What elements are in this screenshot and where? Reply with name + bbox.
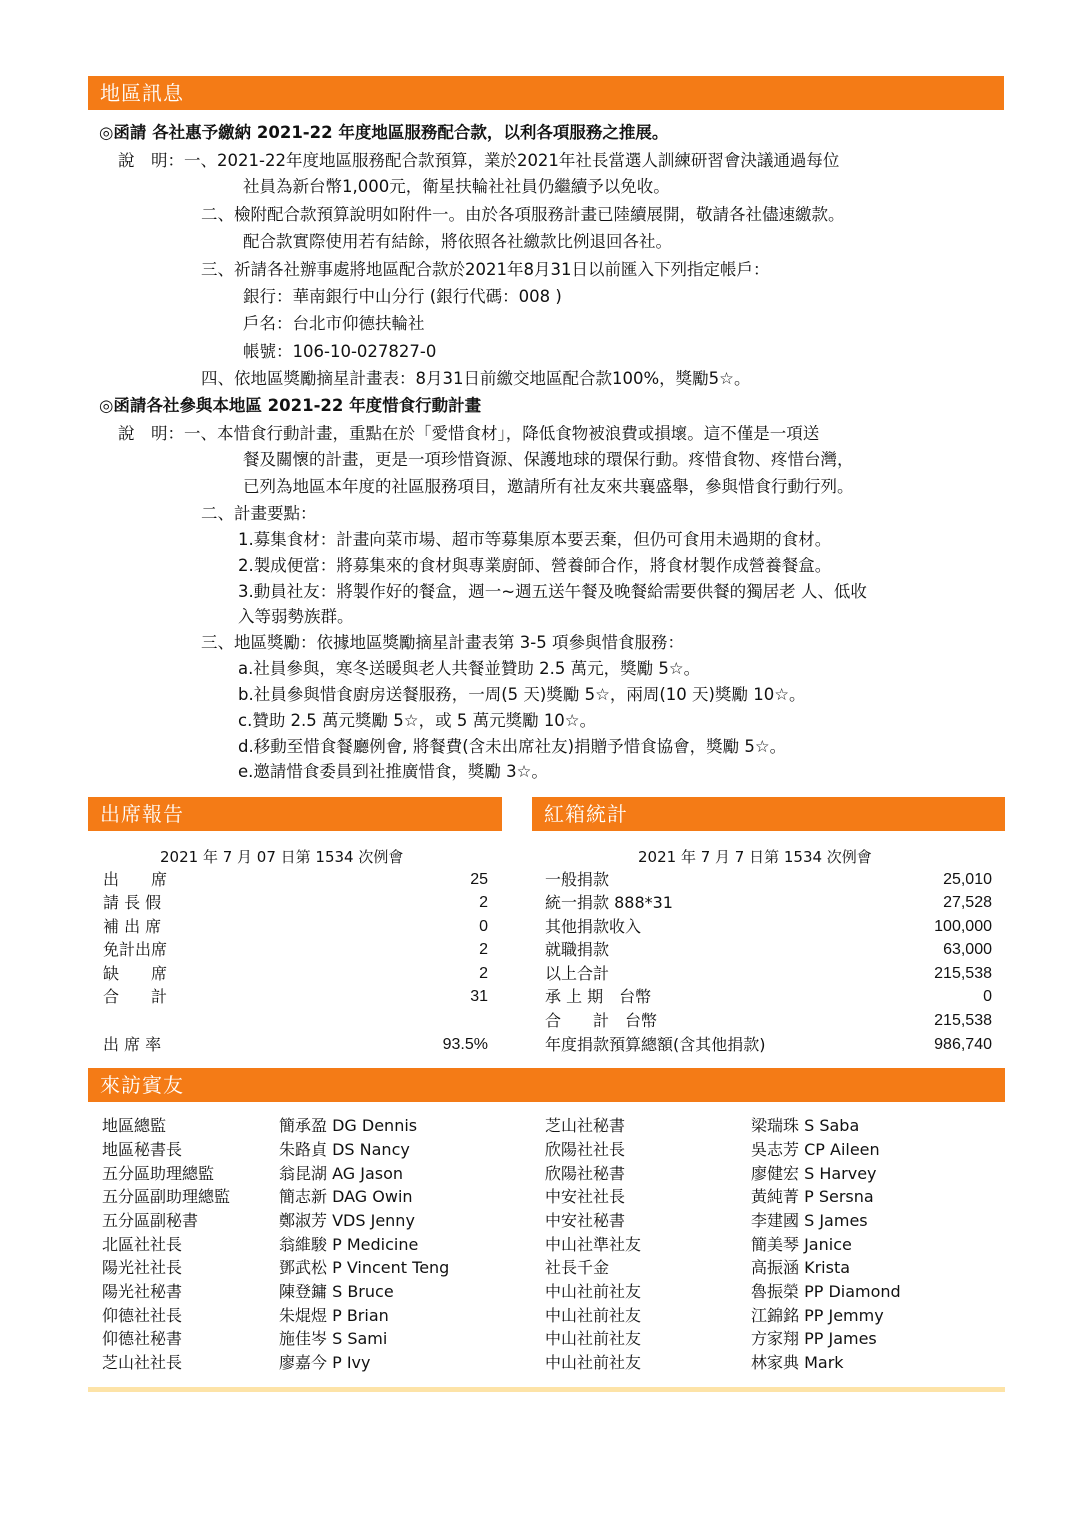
redbox-value: 215,538 xyxy=(934,1012,992,1029)
visitor-name: 簡美琴 Janice xyxy=(751,1235,852,1254)
notice1-line: 帳號：106-10-027827-0 xyxy=(243,342,437,361)
visitor-name: 高振涵 Krista xyxy=(751,1258,851,1277)
notice1-line: 社員為新台幣1,000元，衛星扶輪社社員仍繼續予以免收。 xyxy=(243,177,670,196)
visitor-name: 翁昆湖 AG Jason xyxy=(279,1164,404,1183)
visitor-name: 翁維駿 P Medicine xyxy=(279,1235,419,1254)
redbox-value: 986,740 xyxy=(934,1036,992,1053)
redbox-value: 100,000 xyxy=(934,918,992,935)
attendance-caption: 2021 年 7 月 07 日第 1534 次例會 xyxy=(160,848,404,866)
attendance-label: 補 出 席 xyxy=(103,917,162,936)
visitor-role: 社長千金 xyxy=(545,1258,610,1277)
visitor-name: 朱焜煜 P Brian xyxy=(279,1306,389,1325)
attendance-label: 請 長 假 xyxy=(103,893,162,912)
notice2-line: a.社員參與，寒冬送暖與老人共餐並贊助 2.5 萬元，獎勵 5☆。 xyxy=(238,659,701,678)
visitor-role: 五分區助理總監 xyxy=(102,1164,215,1183)
notice1-line: 三、祈請各社辦事處將地區配合款於2021年8月31日以前匯入下列指定帳戶： xyxy=(201,260,770,279)
redbox-label: 年度捐款預算總額(含其他捐款) xyxy=(545,1035,766,1054)
visitor-role: 地區秘書長 xyxy=(102,1140,183,1159)
redbox-value: 63,000 xyxy=(943,941,992,958)
visitor-role: 仰德社秘書 xyxy=(102,1329,183,1348)
notice2-line: 3.動員社友：將製作好的餐盒，週一~週五送午餐及晚餐給需要供餐的獨居老 人、低收 xyxy=(238,582,867,601)
redbox-label: 一般捐款 xyxy=(545,870,610,889)
attendance-value: 2 xyxy=(479,941,488,958)
visitor-name: 江錦銘 PP Jemmy xyxy=(751,1306,884,1325)
visitor-name: 方家翔 PP James xyxy=(751,1329,877,1348)
visitor-role: 中山社前社友 xyxy=(545,1282,642,1301)
visitor-role: 中安社秘書 xyxy=(545,1211,626,1230)
attendance-value: 25 xyxy=(470,871,488,888)
visitor-role: 地區總監 xyxy=(102,1116,167,1135)
visitor-name: 陳登鏞 S Bruce xyxy=(279,1282,394,1301)
notice1-line: 銀行：華南銀行中山分行 (銀行代碼：008 ) xyxy=(243,287,562,306)
redbox-label: 合 計 台幣 xyxy=(545,1011,658,1030)
attendance-value: 2 xyxy=(479,894,488,911)
visitor-role: 陽光社秘書 xyxy=(102,1282,183,1301)
notice1-line: 說 明：一、2021-22年度地區服務配合款預算，業於2021年社長當選人訓練研習會決議通過每位 xyxy=(118,151,840,170)
notice2-line: 二、計畫要點： xyxy=(201,504,317,523)
visitor-name: 廖嘉今 P Ivy xyxy=(279,1353,371,1372)
attendance-label: 合 計 xyxy=(103,987,168,1006)
notice2-line: c.贊助 2.5 萬元獎勵 5☆，或 5 萬元獎勵 10☆。 xyxy=(238,711,597,730)
attendance-value: 0 xyxy=(479,918,488,935)
attendance-label: 缺 席 xyxy=(103,964,168,983)
visitor-name: 黃純菁 P Sersna xyxy=(751,1187,874,1206)
footer-divider xyxy=(88,1387,1005,1392)
redbox-label: 其他捐款收入 xyxy=(545,917,642,936)
visitor-role: 中山社前社友 xyxy=(545,1306,642,1325)
visitor-name: 簡志新 DAG Owin xyxy=(279,1187,413,1206)
visitor-name: 鄭淑芳 VDS Jenny xyxy=(279,1211,415,1230)
redbox-label: 統一捐款 888*31 xyxy=(545,893,673,912)
attendance-value: 2 xyxy=(479,965,488,982)
visitor-name: 魯振榮 PP Diamond xyxy=(751,1282,901,1301)
visitor-role: 北區社社長 xyxy=(102,1235,183,1254)
notice2-line: e.邀請惜食委員到社推廣惜食，獎勵 3☆。 xyxy=(238,762,548,781)
visitor-name: 廖健宏 S Harvey xyxy=(751,1164,877,1183)
visitor-role: 欣陽社社長 xyxy=(545,1140,626,1159)
section-header-redbox: 紅箱統計 xyxy=(532,797,1005,831)
notice2-line: 三、地區獎勵：依據地區獎勵摘星計畫表第 3-5 項參與惜食服務： xyxy=(201,633,684,652)
visitor-name: 吳志芳 CP Aileen xyxy=(751,1140,880,1159)
visitor-role: 仰德社社長 xyxy=(102,1306,183,1325)
notice2-line: d.移動至惜食餐廳例會, 將餐費(含未出席社友)捐贈予惜食協會，獎勵 5☆。 xyxy=(238,737,787,756)
visitor-role: 芝山社社長 xyxy=(102,1353,183,1372)
notice2-line: 2.製成便當：將募集來的食材與專業廚師、營養師合作，將食材製作成營養餐盒。 xyxy=(238,556,832,575)
notice1-title: ◎函請 各社惠予繳納 2021-22 年度地區服務配合款，以利各項服務之推展。 xyxy=(99,123,669,142)
redbox-value: 27,528 xyxy=(943,894,992,911)
notice2-line: 餐及關懷的計畫，更是一項珍惜資源、保護地球的環保行動。疼惜食物、疼惜台灣， xyxy=(243,450,854,469)
redbox-label: 以上合計 xyxy=(545,964,610,983)
visitor-role: 芝山社秘書 xyxy=(545,1116,626,1135)
visitor-name: 梁瑞珠 S Saba xyxy=(751,1116,860,1135)
redbox-caption: 2021 年 7 月 7 日第 1534 次例會 xyxy=(638,848,872,866)
visitor-name: 鄧武松 P Vincent Teng xyxy=(279,1258,450,1277)
notice1-line: 二、檢附配合款預算說明如附件一。由於各項服務計畫已陸續展開，敬請各社儘速繳款。 xyxy=(201,205,845,224)
visitor-name: 朱路貞 DS Nancy xyxy=(279,1140,410,1159)
notice2-line: 已列為地區本年度的社區服務項目，邀請所有社友來共襄盛舉，參與惜食行動行列。 xyxy=(243,477,854,496)
section-header-attendance: 出席報告 xyxy=(88,797,502,831)
visitor-role: 欣陽社秘書 xyxy=(545,1164,626,1183)
visitor-name: 林家典 Mark xyxy=(751,1353,844,1372)
section-header-visitors: 來訪賓友 xyxy=(88,1068,1005,1102)
redbox-value: 0 xyxy=(983,988,992,1005)
notice1-line: 戶名：台北市仰德扶輪社 xyxy=(243,314,425,333)
notice2-title: ◎函請各社參與本地區 2021-22 年度惜食行動計畫 xyxy=(99,396,482,415)
visitor-name: 簡承盈 DG Dennis xyxy=(279,1116,418,1135)
notice1-line: 四、依地區獎勵摘星計畫表：8月31日前繳交地區配合款100%，獎勵5☆。 xyxy=(201,369,751,388)
attendance-rate-value: 93.5% xyxy=(442,1036,488,1053)
visitor-role: 中山社前社友 xyxy=(545,1329,642,1348)
visitor-role: 陽光社社長 xyxy=(102,1258,183,1277)
notice2-line: 說 明：一、本惜食行動計畫，重點在於「愛惜食材」，降低食物被浪費或損壞。這不僅是一項送 xyxy=(118,424,820,443)
notice2-line: 1.募集食材：計畫向菜市場、超市等募集原本要丟棄，但仍可食用未過期的食材。 xyxy=(238,530,832,549)
redbox-label: 承 上 期 台幣 xyxy=(545,987,652,1006)
redbox-value: 215,538 xyxy=(934,965,992,982)
visitor-role: 五分區副秘書 xyxy=(102,1211,199,1230)
visitor-name: 施佳岑 S Sami xyxy=(279,1329,388,1348)
visitor-name: 李建國 S James xyxy=(751,1211,868,1230)
notice2-line: b.社員參與惜食廚房送餐服務，一周(5 天)獎勵 5☆，兩周(10 天)獎勵 10☆。 xyxy=(238,685,806,704)
attendance-label: 出 席 xyxy=(103,870,168,889)
redbox-value: 25,010 xyxy=(943,871,992,888)
visitor-role: 中山社準社友 xyxy=(545,1235,642,1254)
visitor-role: 中安社社長 xyxy=(545,1187,626,1206)
section-header-district: 地區訊息 xyxy=(88,76,1004,110)
attendance-label: 免計出席 xyxy=(103,940,168,959)
notice2-line: 入等弱勢族群。 xyxy=(238,607,354,626)
redbox-label: 就職捐款 xyxy=(545,940,610,959)
attendance-rate-label: 出 席 率 xyxy=(103,1035,162,1054)
visitor-role: 五分區副助理總監 xyxy=(102,1187,231,1206)
notice1-line: 配合款實際使用若有結餘，將依照各社繳款比例退回各社。 xyxy=(243,232,672,251)
attendance-value: 31 xyxy=(470,988,488,1005)
visitor-role: 中山社前社友 xyxy=(545,1353,642,1372)
